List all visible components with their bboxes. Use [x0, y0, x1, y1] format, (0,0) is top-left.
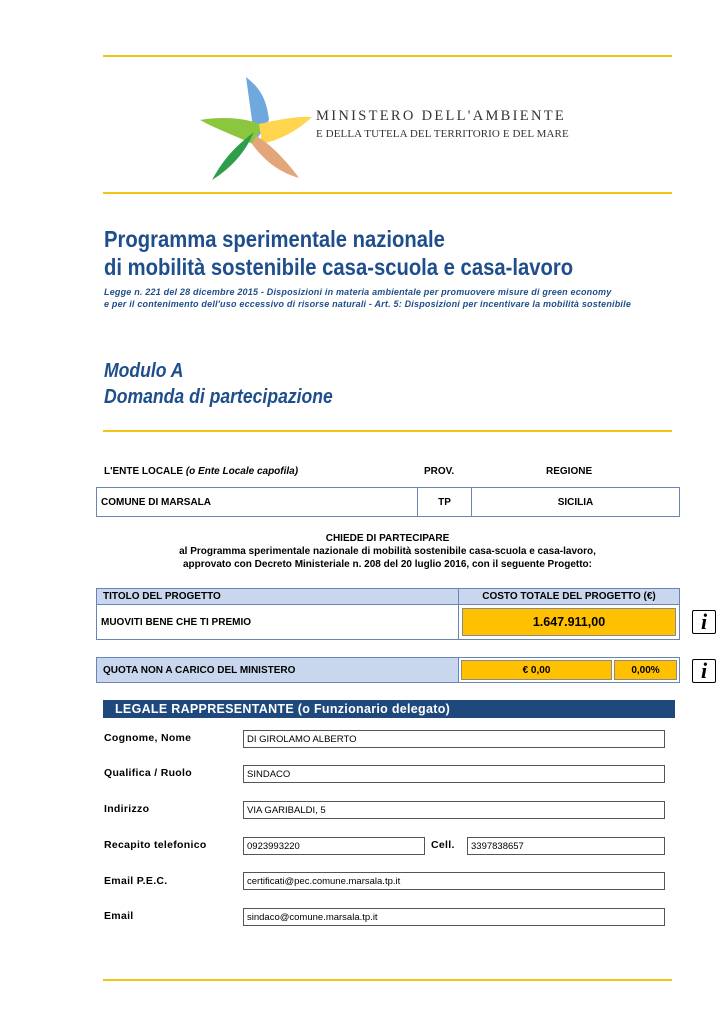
chiede-line2: al Programma sperimentale nazionale di mobilità sostenibile casa-scuola e casa-lavoro,	[179, 546, 596, 557]
quota-value: € 0,00	[461, 660, 612, 680]
prov-label: PROV.	[424, 466, 455, 477]
logo-subtitle: E DELLA TUTELA DEL TERRITORIO E DEL MARE	[316, 128, 569, 140]
cell-field[interactable]: 3397838657	[467, 837, 665, 855]
footer-divider	[103, 979, 672, 981]
header-divider	[103, 192, 672, 194]
info-icon[interactable]: i	[692, 659, 716, 683]
logo-title: MINISTERO DELL'AMBIENTE	[316, 108, 567, 124]
costo-cell[interactable]	[458, 604, 680, 640]
quota-values-cell[interactable]	[458, 657, 680, 683]
qualifica-label: Qualifica / Ruolo	[104, 767, 192, 779]
law-reference-line2: e per il contenimento dell'uso eccessivo di risorse naturali - Art. 5: Disposizioni per incentivare la mobilità sostenibile	[104, 299, 632, 309]
costo-header: COSTO TOTALE DEL PROGETTO (€)	[458, 588, 680, 605]
page-title-line1: Programma sperimentale nazionale	[104, 226, 445, 252]
email-label: Email	[104, 910, 134, 922]
qualifica-field[interactable]: SINDACO	[243, 765, 665, 783]
module-subtitle: Domanda di partecipazione	[104, 386, 333, 408]
pec-field[interactable]: certificati@pec.comune.marsala.tp.it	[243, 872, 665, 890]
module-divider	[103, 430, 672, 432]
ente-label: L'ENTE LOCALE (o Ente Locale capofila)	[104, 466, 299, 477]
ente-label-italic: (o Ente Locale capofila)	[185, 466, 299, 477]
page-title-line2: di mobilità sostenibile casa-scuola e casa-lavoro	[104, 254, 574, 280]
prov-cell[interactable]	[417, 487, 472, 517]
quota-percent: 0,00%	[614, 660, 677, 680]
chiede-heading: CHIEDE DI PARTECIPARE	[325, 533, 450, 544]
prov-value: TP	[438, 496, 451, 508]
pec-label: Email P.E.C.	[104, 875, 168, 887]
telefono-field[interactable]: 0923993220	[243, 837, 425, 855]
quota-label-cell: QUOTA NON A CARICO DEL MINISTERO	[96, 657, 459, 683]
ministry-logo-icon	[196, 72, 316, 184]
titolo-progetto: MUOVITI BENE CHE TI PREMIO	[101, 616, 252, 628]
costo-totale: 1.647.911,00	[462, 608, 676, 636]
law-reference-line1: Legge n. 221 del 28 dicembre 2015 - Disposizioni in materia ambientale per promuovere misure di green economy	[104, 287, 612, 297]
chiede-line3: approvato con Decreto Ministeriale n. 208 del 20 luglio 2016, con il seguente Progetto:	[183, 559, 592, 570]
ente-name: COMUNE DI MARSALA	[101, 496, 211, 508]
regione-label: REGIONE	[546, 466, 593, 477]
top-divider	[103, 55, 672, 57]
regione-cell[interactable]	[472, 487, 680, 517]
ente-name-cell[interactable]	[96, 487, 418, 517]
titolo-header: TITOLO DEL PROGETTO	[96, 588, 459, 605]
telefono-label: Recapito telefonico	[104, 839, 207, 851]
cognome-label: Cognome, Nome	[104, 732, 192, 744]
legale-banner: LEGALE RAPPRESENTANTE (o Funzionario delegato)	[103, 700, 675, 718]
indirizzo-field[interactable]: VIA GARIBALDI, 5	[243, 801, 665, 819]
titolo-progetto-cell[interactable]	[96, 604, 459, 640]
email-field[interactable]: sindaco@comune.marsala.tp.it	[243, 908, 665, 926]
cell-label: Cell.	[431, 839, 455, 851]
indirizzo-label: Indirizzo	[104, 803, 150, 815]
cognome-field[interactable]: DI GIROLAMO ALBERTO	[243, 730, 665, 748]
regione-value: SICILIA	[557, 496, 594, 508]
module-title: Modulo A	[104, 360, 184, 382]
info-icon[interactable]: i	[692, 610, 716, 634]
